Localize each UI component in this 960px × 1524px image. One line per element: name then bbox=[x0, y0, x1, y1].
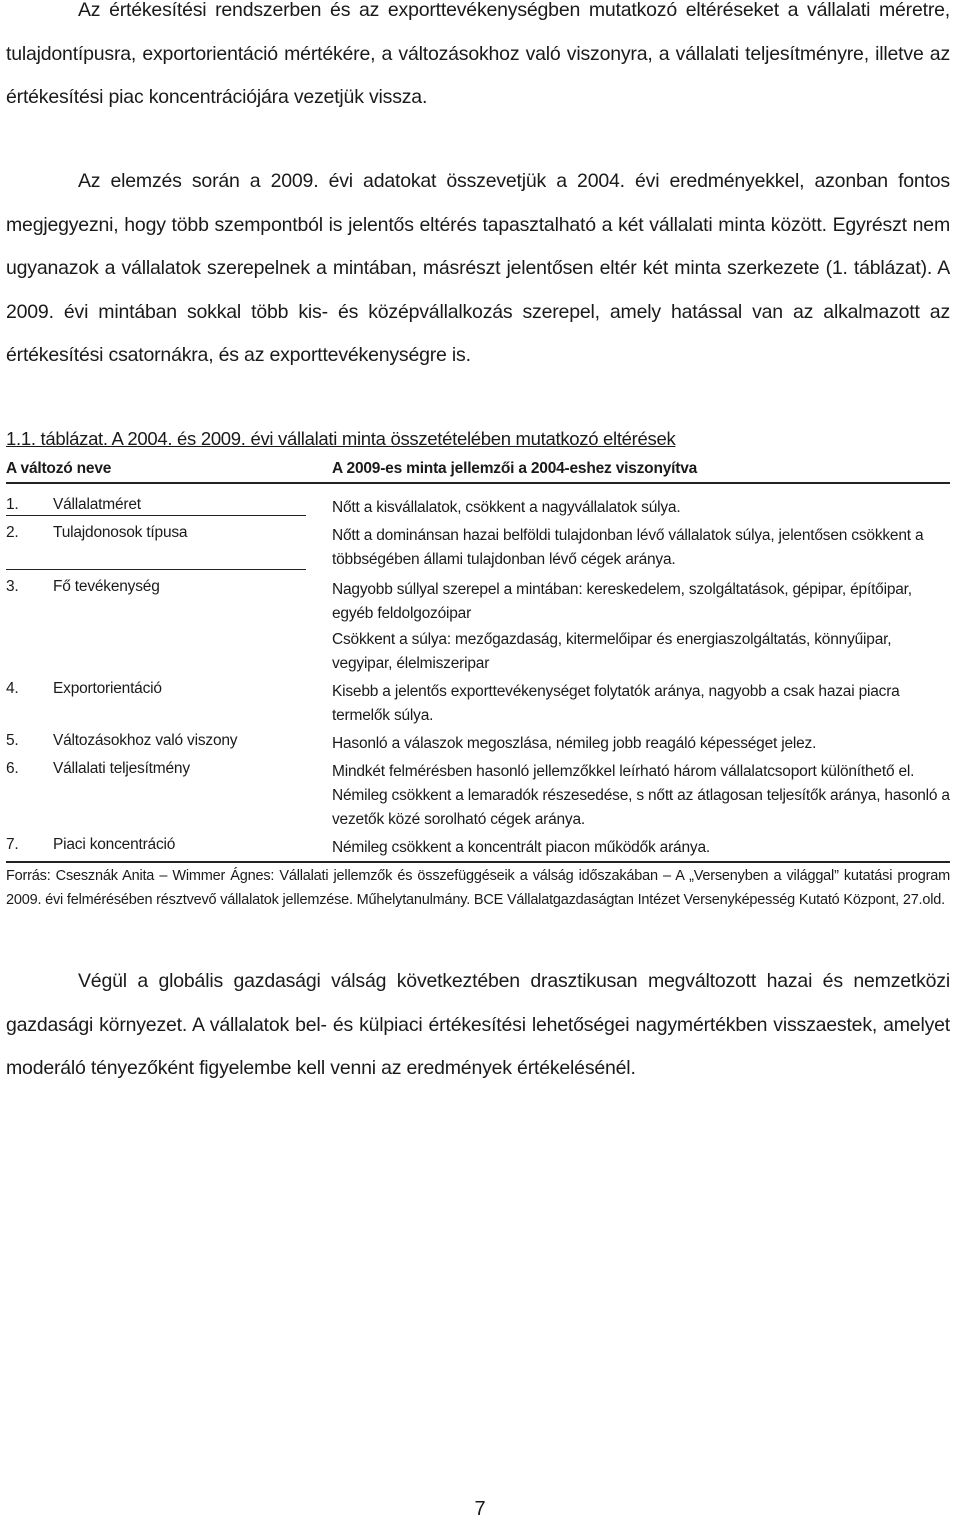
row-divider bbox=[6, 515, 306, 516]
row-description: Némileg csökkent a koncentrált piacon működők aránya. bbox=[332, 839, 710, 856]
conclusion-paragraph: Végül a globális gazdasági válság következtében drasztikusan megváltozott hazai és nemzetközi gazdasági környezet. A vállalatok bel- és külpiaci értékesítési lehetőségei nagymértékben visszaestek, amelyet moderáló tényezőként figyelembe kell venni az eredmények értékelésénél. bbox=[6, 970, 950, 1079]
row-variable: Vállalati teljesítmény bbox=[53, 760, 190, 777]
row-variable: Piaci koncentráció bbox=[53, 836, 176, 853]
row-number: 7. bbox=[6, 836, 19, 853]
row-divider bbox=[6, 569, 306, 570]
table-caption: 1.1. táblázat. A 2004. és 2009. évi vállalati minta összetételében mutatkozó eltérések bbox=[6, 428, 676, 449]
comparison-table bbox=[6, 455, 950, 860]
row-variable: Tulajdonosok típusa bbox=[53, 524, 188, 541]
table-row bbox=[6, 524, 950, 572]
table-row bbox=[6, 680, 950, 728]
row-variable: Fő tevékenység bbox=[53, 578, 160, 595]
header-variable-name: A változó neve bbox=[6, 459, 112, 477]
table-row bbox=[6, 496, 950, 520]
row-number: 5. bbox=[6, 732, 19, 749]
intro-paragraph: Az értékesítési rendszerben és az exporttevékenységben mutatkozó eltéréseket a vállalati méretre, tulajdontípusra, exportorientáció mértékére, a változásokhoz való viszonyra, a vállalati teljesítményre, illetve az értékesítési piac koncentrációjára vezetjük vissza. bbox=[6, 0, 950, 108]
row-description-secondary: Csökkent a súlya: mezőgazdaság, kitermelőipar és energiaszolgáltatás, könnyűipar, vegyipar, élelmiszeripar bbox=[332, 631, 892, 672]
page-number: 7 bbox=[474, 1498, 486, 1520]
row-description: Hasonló a válaszok megoszlása, némileg jobb reagáló képességet jelez. bbox=[332, 735, 817, 752]
table-row bbox=[6, 836, 950, 860]
table-row bbox=[6, 732, 950, 756]
table-row bbox=[6, 760, 950, 832]
row-number: 1. bbox=[6, 496, 19, 513]
row-number: 4. bbox=[6, 680, 19, 697]
row-description: Mindkét felmérésben hasonló jellemzőkkel leírható három vállalatcsoport különíthető el. Némileg csökkent a lemaradók részesedése, s nőtt az átlagosan teljesítők aránya, hasonló a vezetők közé sorolható cégek aránya. bbox=[332, 763, 950, 828]
analysis-paragraph: Az elemzés során a 2009. évi adatokat összevetjük a 2004. évi eredményekkel, azonban fontos megjegyezni, hogy több szempontból is jelentős eltérés tapasztalható a két vállalati minta között. Egyrészt nem ugyanazok a vállalatok szerepelnek a mintában, másrészt jelentősen eltér két minta szerkezete (1. táblázat). A 2009. évi mintában sokkal több kis- és középvállalkozás szerepel, amely hatással van az alkalmazott az értékesítési csatornákra, és az exporttevékenységre is. bbox=[6, 170, 950, 366]
row-variable: Exportorientáció bbox=[53, 680, 162, 697]
table-row bbox=[6, 578, 950, 676]
row-number: 2. bbox=[6, 524, 19, 541]
row-description: Kisebb a jelentős exporttevékenységet folytatók aránya, nagyobb a csak hazai piacra termelők súlya. bbox=[332, 683, 900, 724]
row-description: Nagyobb súllyal szerepel a mintában: kereskedelem, szolgáltatások, gépipar, építőipar, egyéb feldolgozóipar bbox=[332, 581, 912, 622]
table-source: Forrás: Csesznák Anita – Wimmer Ágnes: Vállalati jellemzők és összefüggéseik a válság időszakában – A „Versenyben a világgal” kutatási program 2009. évi felmérésében résztvevő vállalatok jellemzése. Műhelytanulmány. BCE Vállalatgazdaságtan Intézet Versenyképesség Kutató Központ, 27.old. bbox=[6, 861, 950, 912]
row-variable: Vállalatméret bbox=[53, 496, 141, 513]
row-description: Nőtt a kisvállalatok, csökkent a nagyvállalatok súlya. bbox=[332, 499, 681, 516]
row-number: 6. bbox=[6, 760, 19, 777]
table-header bbox=[6, 455, 950, 484]
row-number: 3. bbox=[6, 578, 19, 595]
row-description: Nőtt a dominánsan hazai belföldi tulajdonban lévő vállalatok súlya, jelentősen csökkent a többségében állami tulajdonban lévő cégek aránya. bbox=[332, 527, 924, 568]
row-variable: Változásokhoz való viszony bbox=[53, 732, 238, 749]
header-characteristics: A 2009-es minta jellemzői a 2004-eshez viszonyítva bbox=[332, 459, 698, 477]
